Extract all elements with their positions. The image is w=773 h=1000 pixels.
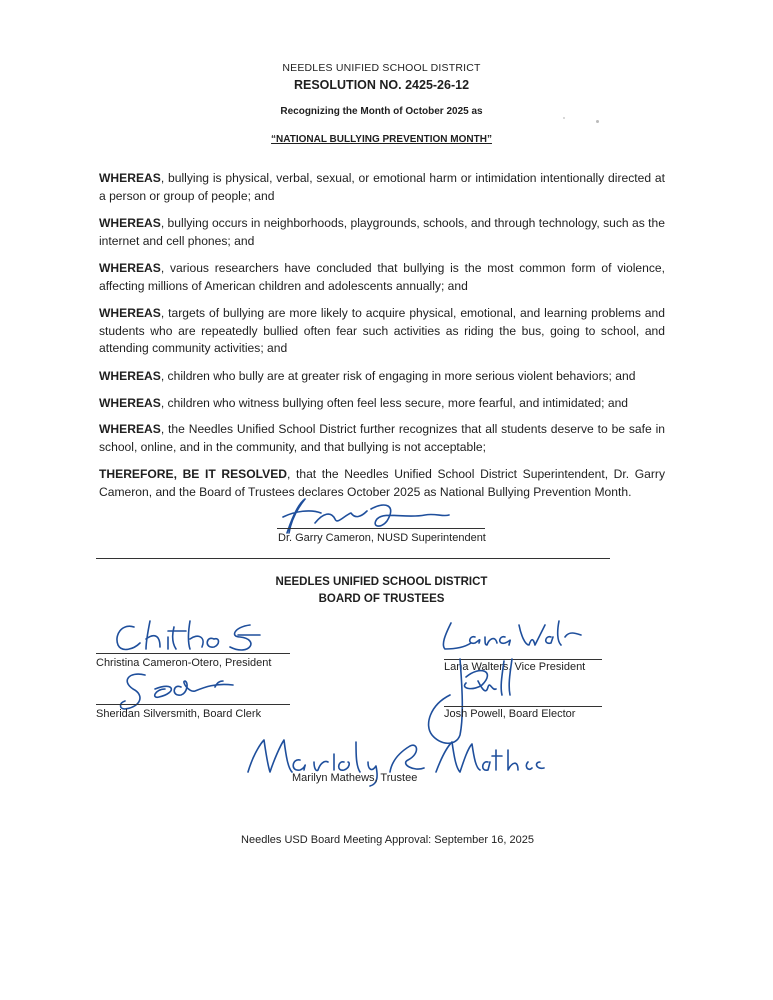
president-signature bbox=[110, 617, 280, 657]
resolved-clause: THEREFORE, BE IT RESOLVED, that the Needles Unified School District Superintendent, Dr. Garry Cameron, and the Board of Trustees declares October 2025 as National Bullying Prevention Month. bbox=[99, 467, 665, 499]
scan-speck bbox=[596, 120, 599, 123]
whereas-clause: WHEREAS, targets of bullying are more likely to acquire physical, emotional, and learning problems and students who are repeatedly bullied often fear such activities as riding the bus, going to school, and attending community activities; and bbox=[99, 306, 665, 355]
approval-footer: Needles USD Board Meeting Approval: September 16, 2025 bbox=[241, 834, 534, 846]
superintendent-label: Dr. Garry Cameron, NUSD Superintendent bbox=[278, 532, 486, 544]
whereas-clause: WHEREAS, bullying is physical, verbal, sexual, or emotional harm or intimidation intentionally directed at a person or group of people; and bbox=[99, 171, 665, 203]
president-signature-line bbox=[96, 653, 290, 654]
trustee-label: Marilyn Mathews, Trustee bbox=[292, 772, 418, 784]
district-name: NEEDLES UNIFIED SCHOOL DISTRICT bbox=[282, 62, 481, 74]
superintendent-signature-line bbox=[277, 528, 485, 529]
scan-speck bbox=[563, 117, 565, 119]
whereas-clause: WHEREAS, the Needles Unified School District further recognizes that all students deserve to be safe in school, online, and in the community, and that bullying is not acceptable; bbox=[99, 422, 665, 454]
clerk-label: Sheridan Silversmith, Board Clerk bbox=[96, 708, 262, 720]
whereas-clause: WHEREAS, bullying occurs in neighborhoods, playgrounds, schools, and through technology, such as the internet and cell phones; and bbox=[99, 216, 665, 248]
whereas-clause: WHEREAS, various researchers have concluded that bullying is the most common form of violence, affecting millions of American children and adolescents annually; and bbox=[99, 261, 665, 293]
elector-label: Josh Powell, Board Elector bbox=[444, 708, 576, 720]
resolution-number: RESOLUTION NO. 2425-26-12 bbox=[293, 78, 470, 92]
whereas-clause: WHEREAS, children who witness bullying often feel less secure, more fearful, and intimidated; and bbox=[99, 396, 629, 410]
month-title: “NATIONAL BULLYING PREVENTION MONTH” bbox=[271, 134, 492, 145]
board-district-name: NEEDLES UNIFIED SCHOOL DISTRICT bbox=[275, 576, 488, 588]
president-label: Christina Cameron-Otero, President bbox=[96, 657, 272, 669]
elector-signature-line bbox=[444, 706, 602, 707]
clerk-signature-line bbox=[96, 704, 290, 705]
recognizing-line: Recognizing the Month of October 2025 as bbox=[280, 106, 483, 117]
vice-president-label: Lana Walters, Vice President bbox=[444, 661, 586, 673]
vice-president-signature bbox=[435, 615, 585, 655]
section-divider bbox=[96, 558, 610, 559]
whereas-clause: WHEREAS, children who bully are at greater risk of engaging in more serious violent behaviors; and bbox=[99, 369, 636, 383]
board-title: BOARD OF TRUSTEES bbox=[318, 593, 445, 605]
